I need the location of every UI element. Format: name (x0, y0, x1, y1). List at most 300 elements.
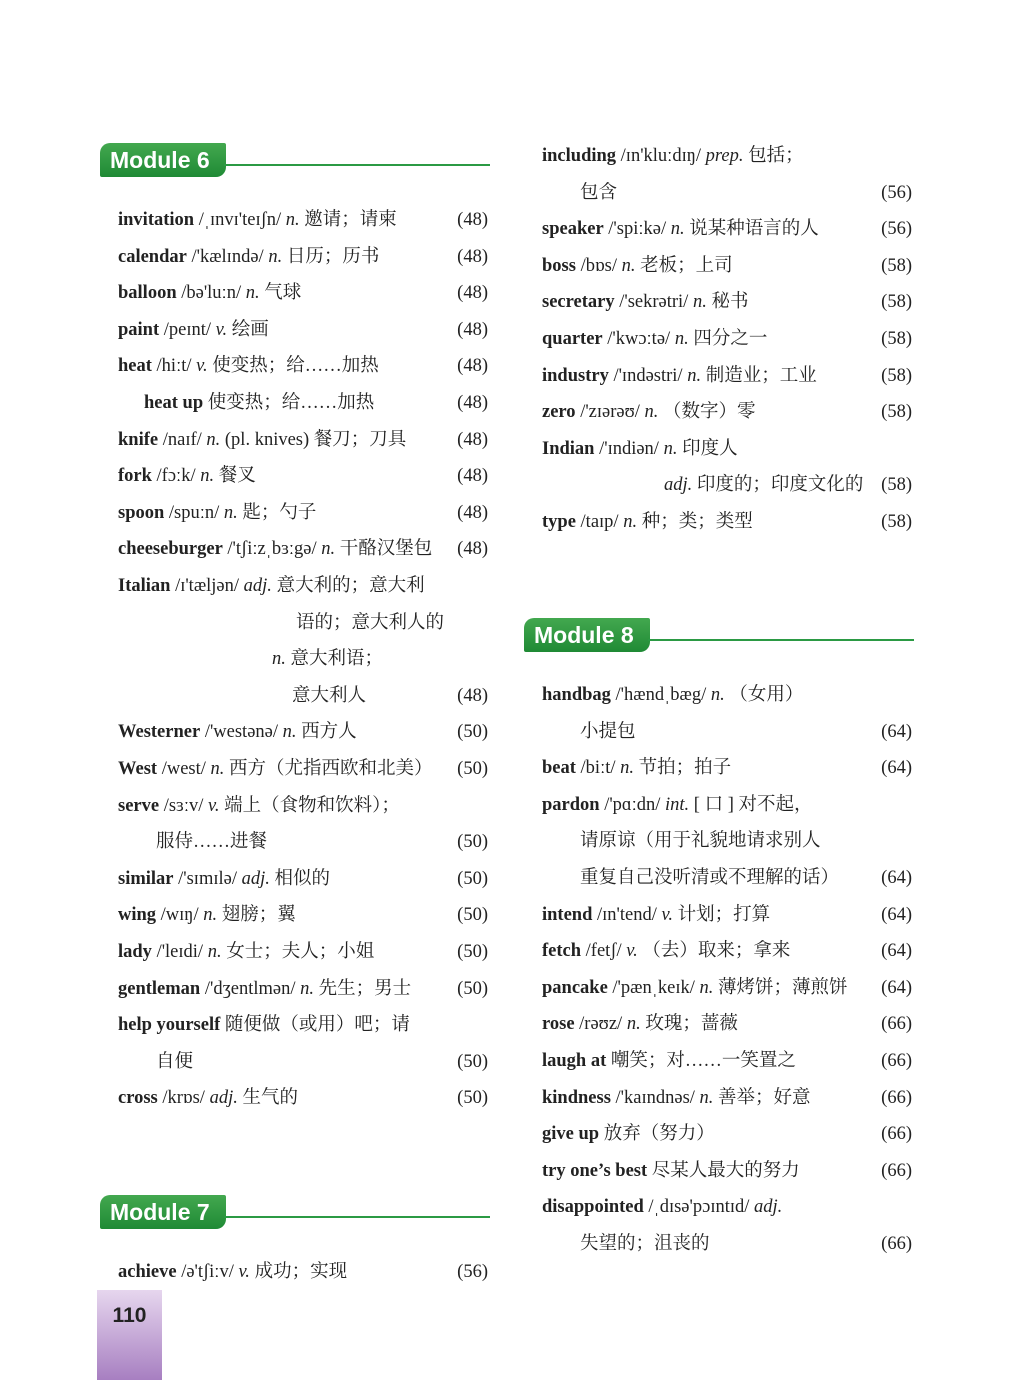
entry-pron: /'ɪndəstri/ (613, 365, 683, 386)
entry-text (118, 242, 379, 272)
entry-pos: n. (623, 512, 638, 532)
entry-page-ref: (48) (457, 246, 488, 267)
entry-head: handbag (542, 685, 611, 705)
entry-page-ref: (64) (881, 758, 912, 779)
entry-text (118, 717, 357, 747)
entry-pos: n. (699, 977, 714, 998)
entry-text (542, 214, 819, 244)
entry-def: 意大利的；意大利 (276, 576, 425, 596)
entry-head: paint (118, 319, 160, 340)
entry-page-ref: (64) (881, 941, 912, 962)
entry-def: 包含 (580, 182, 618, 203)
entry-page-ref: (56) (881, 182, 912, 203)
entry-head: calendar (118, 246, 187, 267)
entry-text (118, 1083, 298, 1113)
vocab-entry (100, 242, 490, 272)
entry-def: 随便做（或用）吧；请 (224, 1015, 410, 1036)
entry-pos: n. (626, 1014, 641, 1035)
entry-text (118, 205, 397, 235)
entry-page-ref: (48) (457, 393, 488, 413)
vocab-entry (524, 1119, 914, 1149)
entry-def: 端上（食物和饮料）； (224, 795, 400, 816)
entry-def: 邀请；请柬 (304, 210, 397, 230)
vocab-entry (100, 1047, 490, 1077)
entry-pron: /'leɪdi/ (156, 942, 204, 962)
entry-def: [ 口 ] 对不起， (693, 794, 813, 815)
entry-page-ref: (58) (881, 402, 912, 423)
vocab-entry (524, 470, 914, 500)
module-7-header (100, 1195, 490, 1231)
module-6-rule (224, 164, 490, 166)
vocab-entry (100, 1083, 490, 1113)
module-6-title: Module 6 (100, 143, 226, 177)
entry-text (580, 178, 617, 208)
entry-def: 重复自己没听清或不理解的话） (580, 868, 840, 888)
entry-pos: n. (210, 759, 225, 779)
vocab-entry (524, 397, 914, 427)
entry-pos: n. (207, 942, 222, 962)
entry-def: 计划；打算 (677, 904, 771, 925)
entry-text (542, 1119, 715, 1149)
entry-pos: v. (215, 319, 228, 340)
entry-page-ref: (50) (457, 1051, 488, 1072)
entry-text (542, 900, 770, 930)
entry-pron: /'sɪmɪlə/ (178, 868, 237, 889)
entry-page-ref: (50) (457, 832, 488, 853)
entry-text (542, 680, 803, 710)
entry-page-ref: (64) (881, 977, 912, 998)
entry-def: 印度人 (682, 438, 738, 459)
entry-page-ref: (48) (457, 319, 488, 340)
entry-page-ref: (48) (457, 502, 488, 523)
entry-head: help yourself (118, 1015, 221, 1036)
entry-def: 老板；上司 (640, 255, 733, 276)
vocab-entry (524, 1046, 914, 1076)
entry-pos: n. (285, 210, 300, 230)
vocab-entry (100, 1010, 490, 1040)
entry-pos: n. (203, 905, 218, 926)
vocab-entry (524, 1156, 914, 1186)
entry-pron: /'zɪərəʊ/ (580, 402, 640, 423)
entry-text (580, 717, 636, 747)
entry-head: beat (542, 758, 576, 779)
entry-text (118, 351, 379, 381)
entry-pos: n. (692, 292, 707, 313)
entry-pron: /taɪp/ (580, 512, 619, 532)
vocab-entry (524, 214, 914, 244)
entry-pron: /peɪnt/ (163, 319, 212, 340)
entry-head: serve (118, 795, 160, 816)
vocab-entry (100, 791, 490, 821)
vocab-entry (524, 1009, 914, 1039)
entry-text (542, 141, 804, 171)
entry-def: 相似的 (274, 868, 330, 889)
right-column (524, 0, 914, 1400)
entry-head: give up (542, 1124, 600, 1145)
entry-page-ref: (50) (457, 868, 488, 889)
entry-head: Indian (542, 438, 595, 459)
entry-head: fork (118, 466, 152, 487)
entry-text (542, 397, 756, 427)
entry-text (118, 315, 269, 345)
entry-page-ref: (48) (457, 283, 488, 304)
entry-text (542, 1192, 782, 1222)
entry-def: 服侍……进餐 (156, 832, 268, 853)
entry-page-ref: (50) (457, 1088, 488, 1109)
vocab-entry (100, 608, 490, 638)
entry-def: 制造业；工业 (705, 365, 817, 386)
entry-page-ref: (64) (881, 721, 912, 742)
entry-pos: adj. (754, 1197, 783, 1218)
entry-page-ref: (58) (881, 329, 912, 349)
entry-head: invitation (118, 210, 195, 230)
entry-pron: /ə'tʃiːv/ (181, 1262, 234, 1282)
vocab-entry (100, 571, 490, 601)
entry-pron: /'ɪndiən/ (599, 438, 659, 459)
entry-page-ref: (48) (457, 429, 488, 450)
entry-def: 语的；意大利人的 (296, 612, 445, 633)
entry-page-ref: (66) (881, 1087, 912, 1108)
entry-pron: /fetʃ/ (585, 941, 622, 962)
entry-text (580, 863, 839, 893)
entry-text (542, 973, 848, 1003)
entry-head: quarter (542, 329, 603, 349)
entry-pron: /'pænˌkeɪk/ (612, 977, 695, 998)
entry-pos: n. (674, 329, 689, 349)
entry-pos: v. (207, 795, 220, 816)
vocab-entry (524, 717, 914, 747)
entry-def: 秘书 (711, 292, 749, 313)
entry-text (542, 324, 767, 354)
entry-pron: /rəʊz/ (579, 1014, 623, 1035)
vocab-entry (524, 1083, 914, 1113)
entry-page-ref: (48) (457, 356, 488, 377)
entry-head: type (542, 512, 576, 532)
entry-def: 印度的；印度文化的 (696, 475, 864, 496)
vocab-entry (524, 324, 914, 354)
entry-def: 餐叉 (218, 466, 256, 487)
entry-pron: /naɪf/ (162, 429, 202, 450)
vocab-entry (100, 278, 490, 308)
vocab-entry (100, 937, 490, 967)
entry-text (118, 1010, 410, 1040)
vocab-entry (100, 900, 490, 930)
entry-pos: prep. (705, 146, 744, 166)
entry-text (156, 827, 267, 857)
entry-page-ref: (48) (457, 539, 488, 560)
entry-def: 失望的；沮丧的 (580, 1234, 710, 1254)
entry-def: 干酪汉堡包 (339, 539, 433, 560)
entry-text (144, 388, 374, 418)
entry-def: 请原谅（用于礼貌地请求别人 (580, 831, 821, 852)
vocab-entry (524, 141, 914, 171)
entry-text (118, 900, 296, 930)
vocab-entry (524, 507, 914, 537)
entry-pos: adj. (209, 1088, 238, 1109)
entry-pos: n. (206, 429, 221, 450)
entry-pos: v. (626, 941, 638, 962)
entry-def: 小提包 (580, 721, 636, 742)
entry-pos: n. (621, 255, 636, 276)
left-column (100, 0, 490, 1400)
entry-def: 使变热；给……加热 (212, 356, 379, 377)
entry-text (580, 1229, 710, 1259)
entry-def: 意大利语； (290, 649, 384, 670)
entry-head: Italian (118, 576, 171, 596)
entry-def: 节拍；拍子 (638, 758, 732, 779)
vocab-entry (100, 388, 490, 418)
entry-pron: /biːt/ (580, 758, 616, 779)
entry-page-ref: (48) (457, 466, 488, 487)
entry-def: 四分之一 (693, 329, 768, 349)
entry-text (118, 425, 406, 455)
page-number: 110 (97, 1290, 162, 1380)
entry-head: rose (542, 1014, 575, 1035)
vocab-entry (100, 827, 490, 857)
entry-pron: /wɪŋ/ (160, 905, 199, 926)
entry-page-ref: (58) (881, 255, 912, 276)
entry-pron: /ɪ'tæljən/ (175, 576, 240, 596)
entry-head: fetch (542, 941, 582, 962)
entry-head: cross (118, 1088, 158, 1109)
entry-head: wing (118, 905, 157, 926)
entry-def: 生气的 (242, 1088, 298, 1109)
entry-text (542, 287, 748, 317)
entry-text (118, 974, 411, 1004)
entry-pron: /ˌɪnvɪ'teɪʃn/ (198, 210, 282, 230)
entry-def: 种；类；类型 (641, 512, 753, 532)
vocab-entry (100, 425, 490, 455)
vocab-entry (524, 251, 914, 281)
entry-head: intend (542, 904, 593, 925)
entry-page-ref: (56) (457, 1262, 488, 1282)
entry-pos: n. (710, 685, 725, 705)
module-6-header (100, 143, 490, 179)
entry-head: disappointed (542, 1197, 644, 1218)
entry-head: secretary (542, 292, 615, 313)
entry-head: kindness (542, 1087, 611, 1108)
entry-def: （数字）零 (663, 402, 756, 423)
entry-page-ref: (64) (881, 868, 912, 888)
entry-def: 自便 (156, 1051, 194, 1072)
vocab-entry (100, 864, 490, 894)
entry-def: 放弃（努力） (603, 1124, 715, 1145)
vocab-entry (100, 461, 490, 491)
entry-text (118, 498, 316, 528)
vocab-entry (524, 287, 914, 317)
entry-pos: n. (644, 402, 659, 423)
entry-pron: /'kaɪndnəs/ (615, 1087, 695, 1108)
vocab-entry (524, 863, 914, 893)
entry-text (664, 470, 863, 500)
entry-text (542, 1046, 796, 1076)
entry-def: 绘画 (231, 319, 269, 340)
entry-text (542, 251, 733, 281)
entry-def: 意大利人 (292, 685, 367, 706)
entry-pos: v. (196, 356, 208, 377)
entry-text (118, 534, 432, 564)
entry-head: Westerner (118, 722, 201, 743)
entry-pos: n. (699, 1087, 714, 1108)
vocab-entry (524, 434, 914, 464)
entry-pos: n. (670, 219, 685, 240)
module-8-header (524, 618, 914, 654)
entry-pos: int. (665, 794, 690, 815)
entry-text (542, 361, 817, 391)
module-7-title: Module 7 (100, 1195, 226, 1229)
entry-page-ref: (66) (881, 1124, 912, 1145)
entry-page-ref: (50) (457, 905, 488, 926)
entry-pron: /'dʒentlmən/ (204, 978, 296, 999)
entry-def: 女士；夫人；小姐 (226, 942, 375, 962)
entry-page-ref: (66) (881, 1234, 912, 1254)
vocab-entry (524, 753, 914, 783)
entry-head: laugh at (542, 1051, 607, 1071)
vocab-entry (100, 534, 490, 564)
entry-pos: n. (300, 978, 315, 999)
vocab-entry (100, 717, 490, 747)
entry-def: 使变热；给……加热 (207, 393, 375, 413)
entry-text (580, 826, 821, 856)
entry-head: gentleman (118, 978, 201, 999)
entry-pron: /'kælɪndə/ (191, 246, 264, 267)
entry-pron: /'pɑːdn/ (604, 794, 661, 815)
entry-page-ref: (64) (881, 904, 912, 925)
entry-def: 善举；好意 (718, 1087, 811, 1108)
entry-pron: /'hændˌbæg/ (615, 685, 707, 705)
entry-pos: n. (200, 466, 215, 487)
entry-page-ref: (56) (881, 219, 912, 240)
entry-pos: n. (321, 539, 336, 560)
entry-text (272, 644, 383, 674)
entry-pron: /hiːt/ (156, 356, 192, 377)
entry-def: 西方（尤指西欧和北美） (229, 759, 433, 779)
entry-pos: n. (620, 758, 634, 779)
entry-text (292, 681, 366, 711)
entry-pron: /'westənə/ (204, 722, 279, 743)
entry-head: West (118, 759, 158, 779)
entry-page-ref: (66) (881, 1051, 912, 1071)
vocab-entry (524, 361, 914, 391)
entry-head: pardon (542, 794, 600, 815)
entry-pron: /'kwɔːtə/ (607, 329, 671, 349)
entry-def: 玫瑰；蔷薇 (645, 1014, 738, 1035)
entry-text (542, 1156, 800, 1186)
entry-text (542, 753, 731, 783)
entry-pos: adj. (241, 868, 270, 889)
vocab-entry (524, 1192, 914, 1222)
vocab-entry (524, 1229, 914, 1259)
entry-def: 包括； (748, 146, 804, 166)
entry-pos: n. (663, 438, 678, 459)
entry-pron: /'sekrətri/ (619, 292, 689, 313)
entry-head: achieve (118, 1262, 177, 1282)
entry-text (542, 936, 790, 966)
entry-pron: /west/ (161, 759, 206, 779)
entry-def: 西方人 (301, 722, 357, 743)
entry-pron: /ˌdɪsə'pɔɪntɪd/ (648, 1197, 750, 1218)
entry-page-ref: (66) (881, 1014, 912, 1035)
entry-def: 翅膀；翼 (221, 905, 296, 926)
entry-def: 日历；历书 (286, 246, 380, 267)
entry-page-ref: (58) (881, 292, 912, 313)
vocab-entry (100, 644, 490, 674)
entry-def: 尽某人最大的努力 (651, 1160, 800, 1181)
entry-pos: n. (268, 246, 283, 267)
entry-head: pancake (542, 977, 608, 998)
entry-page-ref: (48) (457, 685, 488, 706)
entry-text (118, 571, 425, 601)
entry-head: knife (118, 429, 159, 450)
entry-head: lady (118, 942, 152, 962)
entry-pron: /bə'luːn/ (181, 283, 242, 304)
entry-page-ref: (66) (881, 1160, 912, 1181)
entry-def: （去）取来；拿来 (642, 941, 791, 962)
vocab-entry (524, 826, 914, 856)
entry-def: 成功；实现 (254, 1262, 348, 1282)
entry-def: (pl. knives) 餐刀；刀具 (224, 429, 407, 450)
vocab-entry (524, 680, 914, 710)
entry-pron: /ɪn'kluːdɪŋ/ (620, 146, 701, 166)
vocab-entry (100, 315, 490, 345)
entry-text (542, 434, 738, 464)
entry-text (118, 864, 330, 894)
vocab-entry (524, 178, 914, 208)
entry-text (542, 790, 813, 820)
vocab-entry (524, 790, 914, 820)
entry-pron: /'spiːkə/ (608, 219, 667, 240)
entry-head: spoon (118, 502, 165, 523)
module-7-rule (224, 1216, 490, 1218)
entry-page-ref: (58) (881, 365, 912, 386)
entry-pron: /ɪn'tend/ (597, 904, 657, 925)
entry-head: heat up (144, 393, 204, 413)
vocab-entry (100, 974, 490, 1004)
entry-pos: n. (282, 722, 297, 743)
entry-text (542, 507, 753, 537)
entry-text (118, 791, 400, 821)
vocab-entry (100, 681, 490, 711)
vocab-entry (100, 1257, 490, 1287)
entry-pos: v. (661, 904, 673, 925)
entry-head: try one’s best (542, 1160, 648, 1181)
entry-text (156, 1047, 193, 1077)
entry-head: zero (542, 402, 576, 423)
entry-page-ref: (48) (457, 210, 488, 230)
entry-pos: adj. (243, 576, 272, 596)
entry-def: 嘲笑；对……一笑置之 (610, 1051, 796, 1071)
vocab-entry (100, 754, 490, 784)
entry-head: balloon (118, 283, 177, 304)
entry-text (118, 754, 433, 784)
vocab-entry (524, 973, 914, 1003)
entry-pron: /sɜːv/ (163, 795, 204, 816)
entry-head: cheeseburger (118, 539, 223, 560)
entry-text (296, 608, 444, 638)
entry-text (118, 278, 301, 308)
entry-text (118, 937, 374, 967)
entry-head: industry (542, 365, 609, 386)
entry-page-ref: (58) (881, 475, 912, 496)
entry-head: including (542, 146, 617, 166)
entry-text (542, 1083, 811, 1113)
entry-pos: adj. (664, 475, 693, 496)
entry-head: boss (542, 255, 576, 276)
entry-pron: /fɔːk/ (156, 466, 196, 487)
entry-text (118, 1257, 347, 1287)
entry-def: 匙；勺子 (242, 502, 317, 523)
entry-def: 薄烤饼；薄煎饼 (718, 977, 848, 998)
